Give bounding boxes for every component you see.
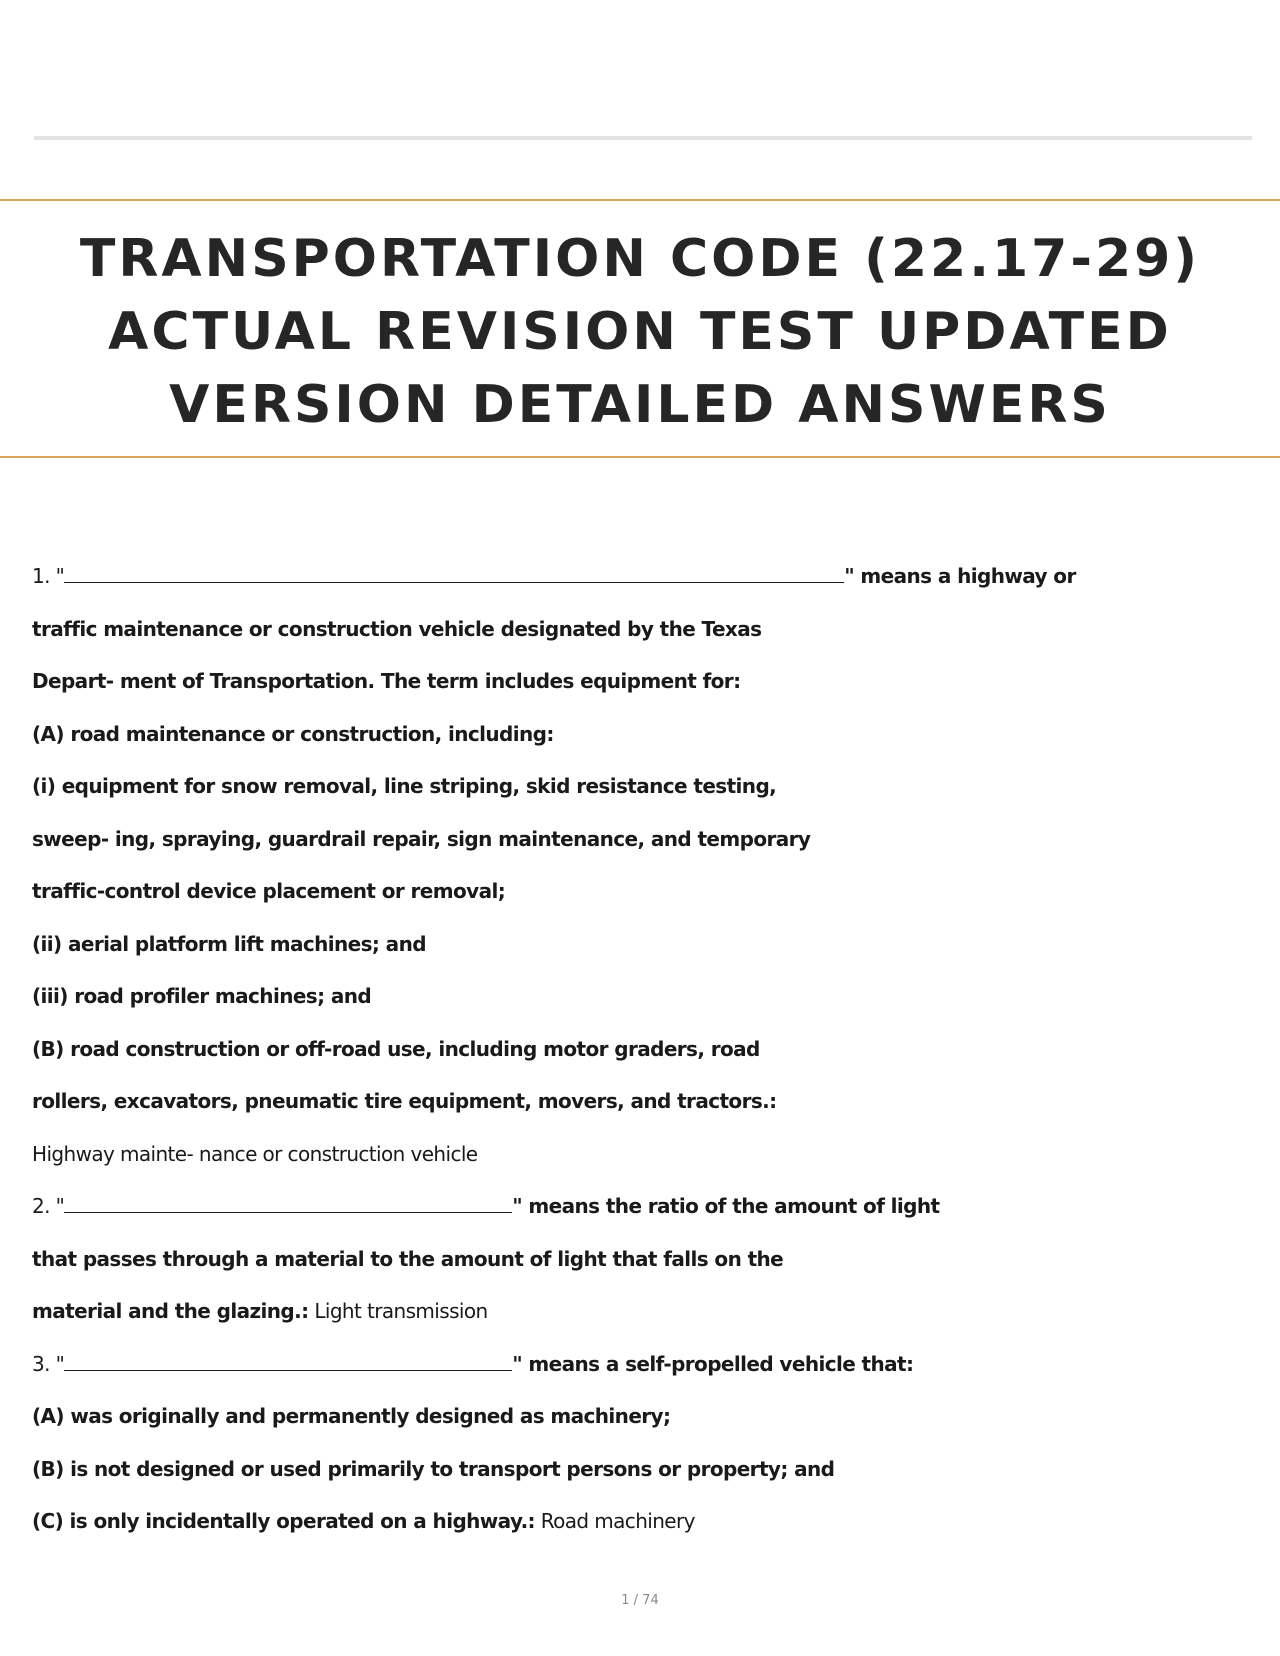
question-text: " means a self-propelled vehicle that: — [512, 1351, 914, 1376]
question-text: (i) equipment for snow removal, line striping, skid resistance testing, — [32, 774, 777, 798]
question-text: (A) road maintenance or construction, including: — [32, 721, 554, 746]
question-text: (B) road construction or off-road use, including motor graders, road — [32, 1036, 760, 1061]
question-text: rollers, excavators, pneumatic tire equipment, movers, and tractors.: — [32, 1089, 777, 1113]
question-number: 1. " — [32, 564, 65, 588]
question-text: " means a highway or — [844, 564, 1076, 588]
question-text: Depart- ment of Transportation. The term includes equipment for: — [32, 669, 741, 693]
question-2-last-line — [32, 1285, 1277, 1338]
answer-text: Light transmission — [308, 1299, 488, 1323]
question-text: (C) is only incidentally operated on a highway.: — [32, 1509, 535, 1533]
header-divider — [34, 136, 1252, 140]
question-text: (B) is not designed or used primarily to transport persons or property; and — [32, 1456, 835, 1481]
question-text: material and the glazing.: — [32, 1299, 309, 1323]
document-title: TRANSPORTATION CODE (22.17-29) ACTUAL REVISION TEST UPDATED VERSION DETAILED ANSWERS — [79, 229, 1201, 435]
question-text: (iii) road profiler machines; and — [32, 984, 372, 1008]
question-number: 3. " — [32, 1351, 65, 1376]
question-3-last-line — [32, 1495, 1277, 1548]
answer-text: Road machinery — [534, 1509, 695, 1533]
question-text: (A) was originally and permanently designed as machinery; — [32, 1404, 671, 1428]
answer-text: Highway mainte- nance or construction vehicle — [32, 1141, 478, 1166]
answer-blank — [64, 1344, 512, 1371]
question-text: traffic maintenance or construction vehicle designated by the Texas — [32, 616, 762, 641]
title-band — [0, 199, 1280, 458]
answer-blank — [64, 556, 844, 583]
answer-blank — [64, 1186, 512, 1213]
document-body — [32, 550, 1277, 1548]
page-indicator: 1 / 74 — [621, 1593, 659, 1608]
question-1-line-1 — [32, 550, 1277, 603]
question-2-line-1 — [32, 1180, 1277, 1233]
question-number: 2. " — [32, 1194, 65, 1218]
question-text: traffic-control device placement or removal; — [32, 879, 506, 903]
question-text: (ii) aerial platform lift machines; and — [32, 931, 426, 956]
question-text: that passes through a material to the amount of light that falls on the — [32, 1246, 784, 1271]
question-text: " means the ratio of the amount of light — [512, 1194, 940, 1218]
question-text: sweep- ing, spraying, guardrail repair, sign maintenance, and temporary — [32, 826, 811, 851]
question-3-line-1 — [32, 1338, 1277, 1391]
